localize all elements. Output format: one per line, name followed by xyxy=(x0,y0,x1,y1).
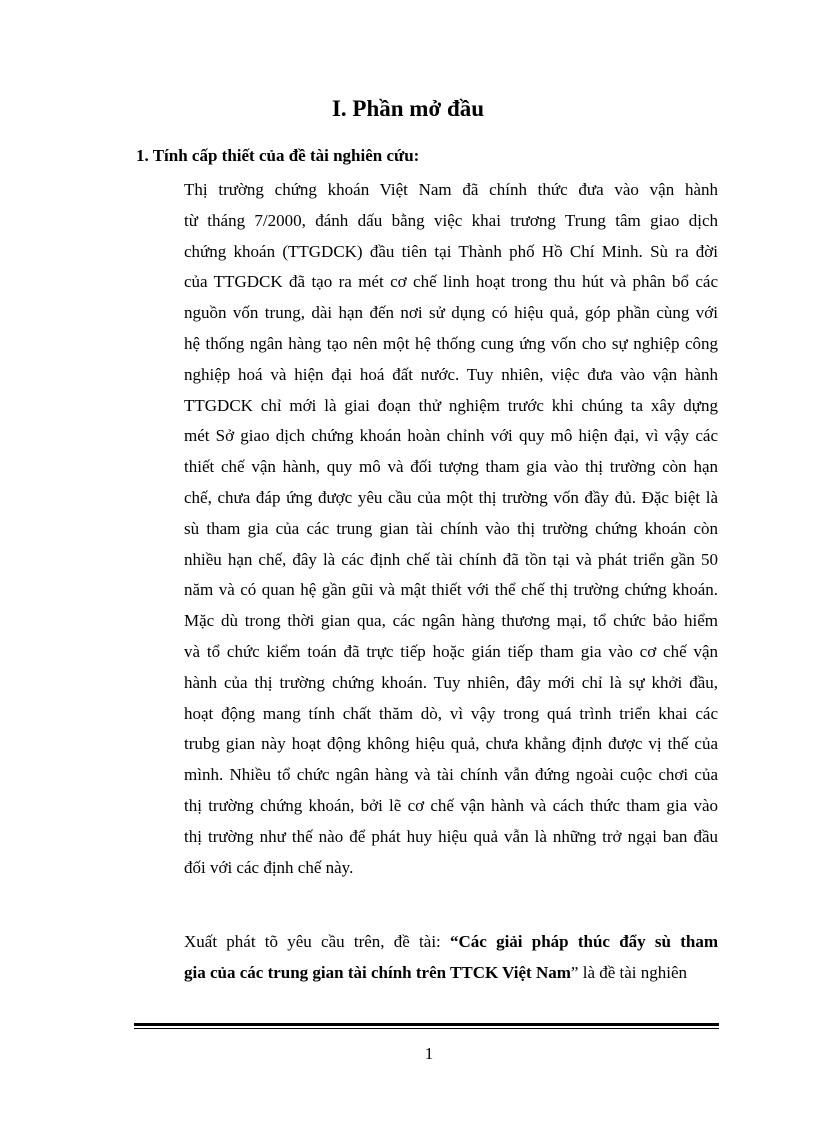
ending-text: là đề tài nghiên xyxy=(578,962,688,982)
paragraph-line: từ tháng 7/2000, đánh dấu bằng việc khai trương Trung tâm giao dịch xyxy=(184,210,718,230)
paragraph-line: thị trường chứng khoán, bởi lẽ cơ chế vận hành và cách thức tham gia vào xyxy=(184,795,718,815)
paragraph-2 xyxy=(136,927,718,989)
paragraph-line: thiết chế vận hành, quy mô và đối tượng tham gia vào thị trường còn hạn xyxy=(184,457,718,477)
quote-open: “ xyxy=(450,932,459,951)
paragraph-line: sù tham gia của các trung gian tài chính vào thị trường chứng khoán còn xyxy=(184,518,718,538)
paragraph-line: năm và có quan hệ gần gũi và mật thiết với thể chế thị trường chứng khoán. xyxy=(184,580,718,600)
paragraph-line: thị trường như thế nào để phát huy hiệu quả vẫn là những trở ngại ban đầu xyxy=(184,826,718,846)
paragraph-line xyxy=(136,958,718,989)
paragraph-line: và tổ chức kiểm toán đã trực tiếp hoặc gián tiếp tham gia vào cơ chế vận xyxy=(184,641,718,661)
footer-rule-thin xyxy=(134,1028,719,1029)
paragraph-line: chế, chưa đáp ứng được yêu cầu của một thị trường vốn đầy đủ. Đặc biệt là xyxy=(184,487,718,507)
section-heading: 1. Tính cấp thiết của đề tài nghiên cứu: xyxy=(136,146,420,165)
page-number: 1 xyxy=(424,1044,434,1063)
bold-title-line-1: Các giải pháp thúc đẩy sù tham xyxy=(458,932,718,951)
paragraph-line: Mặc dù trong thời gian qua, các ngân hàng thương mại, tổ chức bảo hiểm xyxy=(184,611,718,631)
paragraph-line: của TTGDCK đã tạo ra mét cơ chế linh hoạt trong thu hút và phân bổ các xyxy=(184,272,718,292)
paragraph-line: TTGDCK chỉ mới là giai đoạn thử nghiệm trước khi chúng ta xây dựng xyxy=(184,395,718,415)
footer-rule-thick xyxy=(134,1023,719,1026)
quote-close: ” xyxy=(570,962,579,982)
paragraph-line: nhiều hạn chế, đây là các định chế tài chính đã tồn tại và phát triển gần 50 xyxy=(184,549,718,569)
paragraph-line xyxy=(136,927,718,958)
paragraph-line: mình. Nhiều tổ chức ngân hàng và tài chính vẫn đứng ngoài cuộc chơi của xyxy=(184,765,718,785)
paragraph-line: hành của thị trường chứng khoán. Tuy nhiên, đây mới chỉ là sự khởi đầu, xyxy=(184,672,718,692)
paragraph-line: nghiệp hoá và hiện đại hoá đất nước. Tuy nhiên, việc đưa vào vận hành xyxy=(184,364,718,384)
paragraph-line: mét Sở giao dịch chứng khoán hoàn chỉnh với quy mô hiện đại, vì vậy các xyxy=(184,426,718,446)
paragraph-line: nguồn vốn trung, dài hạn đến nơi sử dụng có hiệu quả, góp phần cùng với xyxy=(184,303,718,323)
paragraph-line: hoạt động mang tính chất thăm dò, vì vậy trong quá trình triển khai các xyxy=(184,703,718,723)
paragraph-line: đối với các định chế này. xyxy=(184,857,354,877)
paragraph-line: trubg gian này hoạt động không hiệu quả, chưa khẳng định được vị thế của xyxy=(184,734,718,754)
bold-title-line-2: gia của các trung gian tài chính trên TTCK Việt Nam xyxy=(184,962,571,982)
paragraph-1 xyxy=(136,175,718,883)
page-title: I. Phần mở đầu xyxy=(331,96,485,121)
paragraph-line: Thị trường chứng khoán Việt Nam đã chính thức đưa vào vận hành xyxy=(184,180,718,199)
paragraph-line: chứng khoán (TTGDCK) đầu tiên tại Thành phố Hồ Chí Minh. Sù ra đời xyxy=(184,241,718,261)
intro-text: Xuất phát tõ yêu cầu trên, đề tài: xyxy=(184,932,451,951)
paragraph-line: hệ thống ngân hàng tạo nên một hệ thống cung ứng vốn cho sự nghiệp công xyxy=(184,333,718,353)
